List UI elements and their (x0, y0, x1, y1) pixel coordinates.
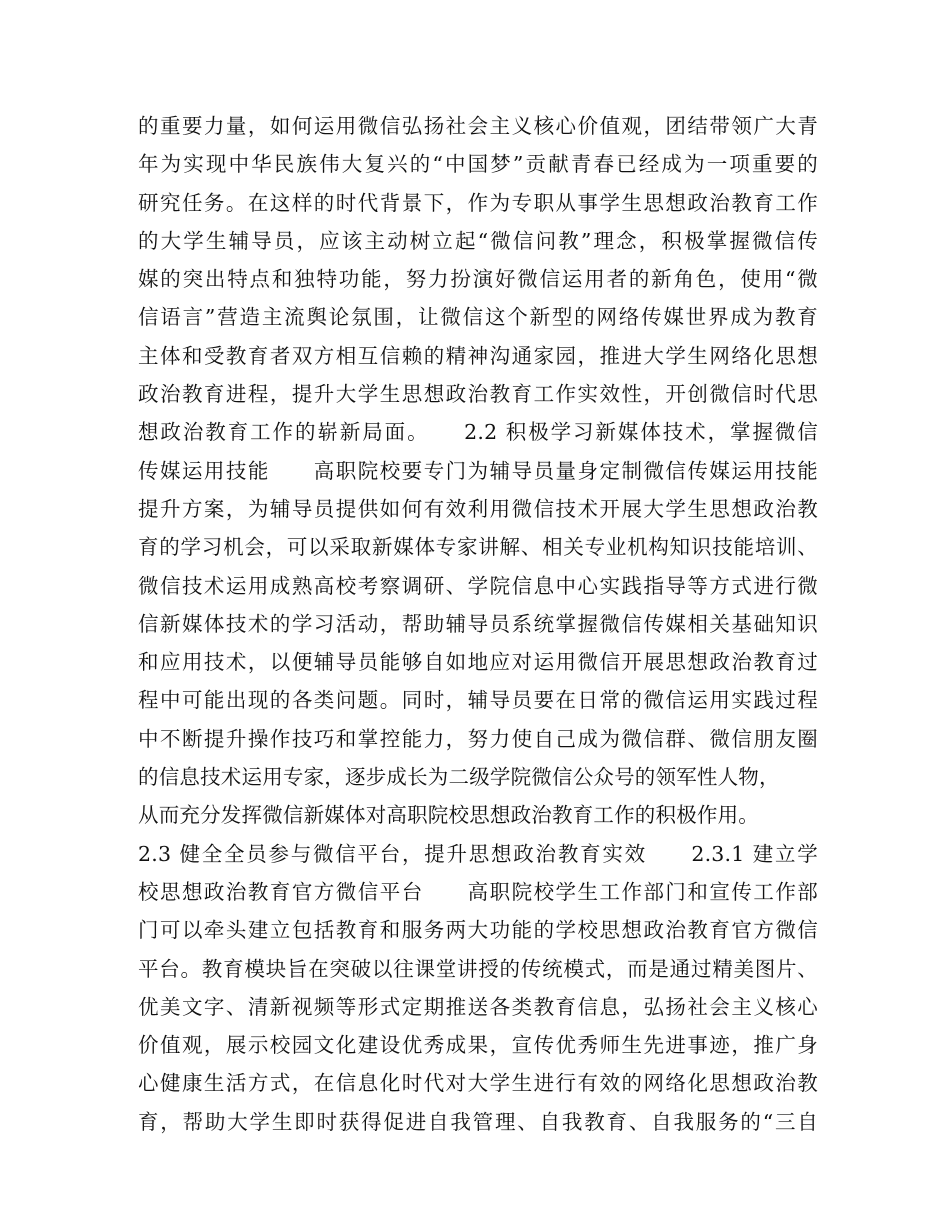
body-text (138, 107, 818, 1141)
text-line-7: 主体和受教育者双方相互信赖的精神沟通家园，推进大学生网络化思想 (138, 343, 818, 368)
text-line-21: 校思想政治教育官方微信平台 高职院校学生工作部门和宣传工作部 (138, 879, 818, 904)
text-line-27: 育，帮助大学生即时获得促进自我管理、自我教育、自我服务的“三自 (138, 1109, 818, 1134)
text-line-25: 价值观，展示校园文化建设优秀成果，宣传优秀师生先进事迹，推广身 (138, 1033, 818, 1058)
text-line-9: 想政治教育工作的崭新局面。 2.2 积极学习新媒体技术，掌握微信 (138, 420, 818, 445)
text-line-5: 媒的突出特点和独特功能，努力扮演好微信运用者的新角色，使用“微 (138, 267, 818, 292)
text-line-18: 的信息技术运用专家，逐步成长为二级学院微信公众号的领军性人物， (138, 765, 780, 790)
text-line-16: 程中可能出现的各类问题。同时，辅导员要在日常的微信运用实践过程 (138, 688, 818, 713)
text-line-10: 传媒运用技能 高职院校要专门为辅导员量身定制微信传媒运用技能 (138, 458, 818, 483)
text-line-11: 提升方案，为辅导员提供如何有效利用微信技术开展大学生思想政治教 (138, 496, 818, 521)
text-line-13: 微信技术运用成熟高校考察调研、学院信息中心实践指导等方式进行微 (138, 573, 818, 598)
text-line-22: 门可以牵头建立包括教育和服务两大功能的学校思想政治教育官方微信 (138, 918, 818, 943)
text-line-3: 研究任务。在这样的时代背景下，作为专职从事学生思想政治教育工作 (138, 190, 818, 215)
text-line-15: 和应用技术，以便辅导员能够自如地应对运用微信开展思想政治教育过 (138, 650, 818, 675)
text-line-8: 政治教育进程，提升大学生思想政治教育工作实效性，开创微信时代思 (138, 382, 818, 407)
text-line-2: 年为实现中华民族伟大复兴的“中国梦”贡献青春已经成为一项重要的 (138, 152, 818, 177)
text-line-23: 平台。教育模块旨在突破以往课堂讲授的传统模式，而是通过精美图片、 (138, 956, 818, 981)
text-line-26: 心健康生活方式，在信息化时代对大学生进行有效的网络化思想政治教 (138, 1071, 818, 1096)
text-line-4: 的大学生辅导员，应该主动树立起“微信问教”理念，积极掌握微信传 (138, 228, 818, 253)
text-line-6: 信语言”营造主流舆论氛围，让微信这个新型的网络传媒世界成为教育 (138, 305, 818, 330)
text-line-12: 育的学习机会，可以采取新媒体专家讲解、相关专业机构知识技能培训、 (138, 535, 818, 560)
text-line-20: 2.3 健全全员参与微信平台，提升思想政治教育实效 2.3.1 建立学 (138, 841, 818, 866)
text-line-19: 从而充分发挥微信新媒体对高职院校思想政治教育工作的积极作用。 (138, 803, 759, 828)
text-line-17: 中不断提升操作技巧和掌控能力，努力使自己成为微信群、微信朋友圈 (138, 726, 818, 751)
text-line-1: 的重要力量，如何运用微信弘扬社会主义核心价值观，团结带领广大青 (138, 114, 818, 138)
text-line-14: 信新媒体技术的学习活动，帮助辅导员系统掌握微信传媒相关基础知识 (138, 611, 818, 636)
text-line-24: 优美文字、清新视频等形式定期推送各类教育信息，弘扬社会主义核心 (138, 994, 818, 1019)
